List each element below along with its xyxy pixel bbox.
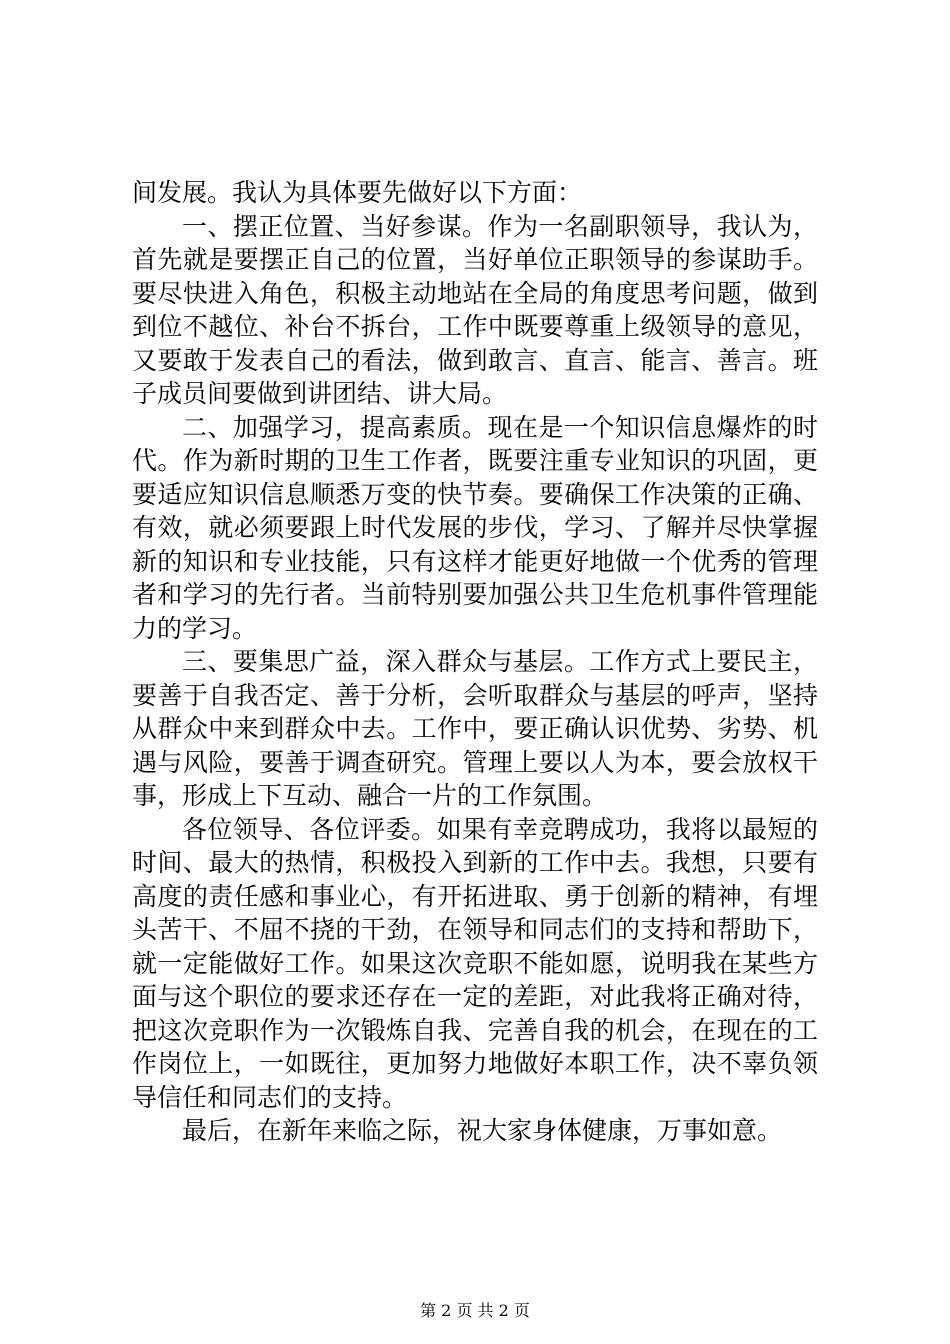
text-line: 一、摆正位置、当好参谋。作为一名副职领导，我认为， xyxy=(182,211,818,241)
text-line: 新的知识和专业技能，只有这样才能更好地做一个优秀的管理 xyxy=(132,546,818,576)
text-line: 要尽快进入角色，积极主动地站在全局的角度思考问题，做到 xyxy=(132,278,818,308)
text-line: 到位不越位、补台不拆台，工作中既要尊重上级领导的意见， xyxy=(132,312,818,341)
text-line: 者和学习的先行者。当前特别要加强公共卫生危机事件管理能 xyxy=(132,580,818,609)
document-body xyxy=(132,176,818,1148)
text-line: 三、要集思广益，深入群众与基层。工作方式上要民主， xyxy=(182,647,818,676)
text-line: 二、加强学习，提高素质。现在是一个知识信息爆炸的时 xyxy=(182,412,818,442)
text-line: 力的学习。 xyxy=(132,613,258,643)
text-line: 间发展。我认为具体要先做好以下方面： xyxy=(132,178,583,207)
text-line: 作岗位上，一如既往，更加努力地做好本职工作，决不辜负领 xyxy=(132,1049,818,1078)
page-number: 第 2 页 共 2 页 xyxy=(420,1301,530,1320)
text-line: 从群众中来到群众中去。工作中，要正确认识优势、劣势、机 xyxy=(132,714,818,743)
text-line: 就一定能做好工作。如果这次竞职不能如愿，说明我在某些方 xyxy=(132,948,818,978)
text-line: 遇与风险，要善于调查研究。管理上要以人为本，要会放权干 xyxy=(132,747,818,777)
text-line: 代。作为新时期的卫生工作者，既要注重专业知识的巩固，更 xyxy=(132,446,818,475)
text-line: 把这次竞职作为一次锻炼自我、完善自我的机会，在现在的工 xyxy=(132,1015,818,1045)
text-line: 最后，在新年来临之际，祝大家身体健康，万事如意。 xyxy=(182,1116,783,1145)
text-line: 有效，就必须要跟上时代发展的步伐，学习、了解并尽快掌握 xyxy=(132,513,818,542)
text-line: 高度的责任感和事业心，有开拓进取、勇于创新的精神，有埋 xyxy=(132,881,818,911)
text-line: 要适应知识信息顺悉万变的快节奏。要确保工作决策的正确、 xyxy=(132,479,818,509)
text-line: 各位领导、各位评委。如果有幸竞聘成功，我将以最短的 xyxy=(182,814,818,844)
text-line: 导信任和同志们的支持。 xyxy=(132,1082,408,1112)
text-line: 面与这个职位的要求还存在一定的差距，对此我将正确对待， xyxy=(132,982,818,1011)
text-line: 事，形成上下互动、融合一片的工作氛围。 xyxy=(132,781,608,810)
text-line: 子成员间要做到讲团结、讲大局。 xyxy=(132,379,508,408)
text-line: 首先就是要摆正自己的位置，当好单位正职领导的参谋助手。 xyxy=(132,245,818,274)
text-line: 要善于自我否定、善于分析，会听取群众与基层的呼声，坚持 xyxy=(132,680,818,710)
text-line: 时间、最大的热情，积极投入到新的工作中去。我想，只要有 xyxy=(132,848,818,877)
text-line: 又要敢于发表自己的看法，做到敢言、直言、能言、善言。班 xyxy=(132,345,818,375)
text-line: 头苦干、不屈不挠的干劲，在领导和同志们的支持和帮助下， xyxy=(132,915,818,944)
